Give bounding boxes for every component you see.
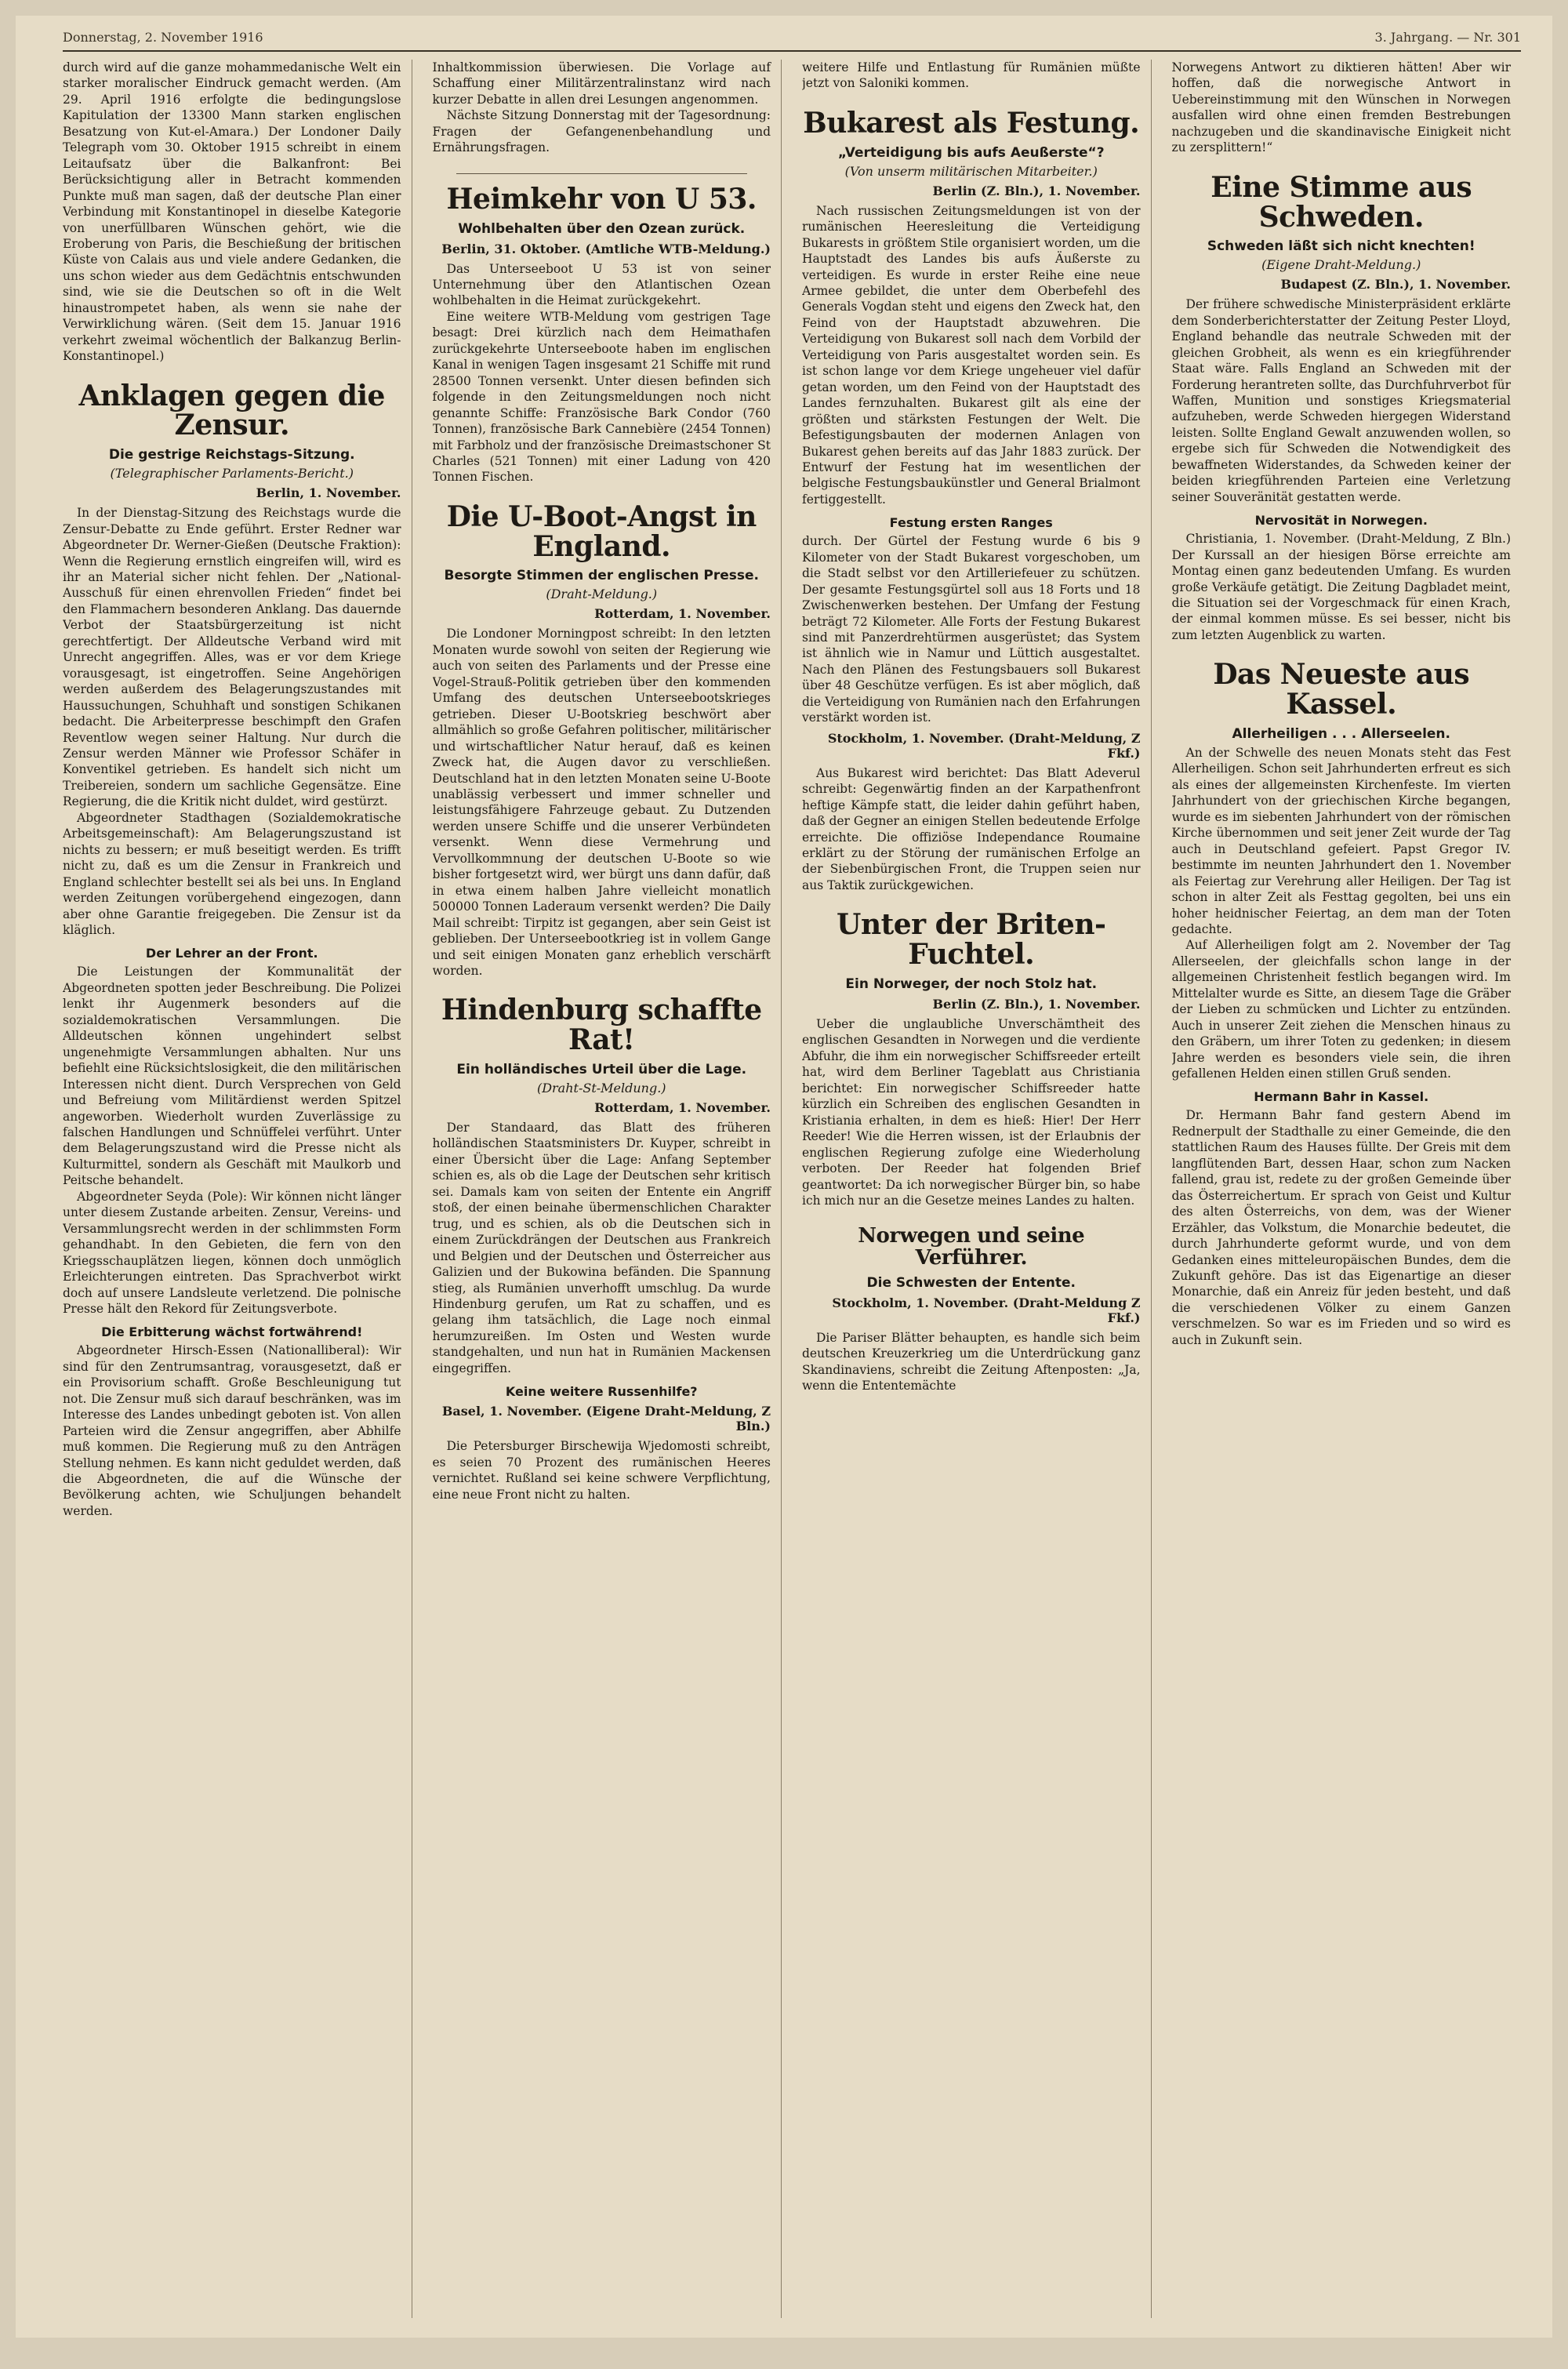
headline: Anklagen gegen die Zensur. bbox=[78, 379, 385, 442]
subhead: Die gestrige Reichstags-Sitzung. bbox=[108, 447, 355, 463]
article-briten-fuchtel bbox=[802, 910, 1141, 1208]
column-3 bbox=[802, 60, 1152, 2318]
article-kassel bbox=[1172, 660, 1512, 1348]
paragraph: Ueber die unglaubliche Unverschämtheit des englischen Gesandten in Norwegen und die verdiente Abfuhr, die ihm ein norwegischer Schiffsreeder erteilt hat, wird dem Berliner Tageblatt aus Christiania berichtet: Ein norwegischer Schiffsreeder hatte kürzlich ein Schreiben des englischen Gesandten in Kristiania erhalten, in dem es hieß: Hier! Der Herr Reeder! Wie die Herren wissen, ist der Erlaubnis der englischen Regierung zufolge eine Wiederholung verboten. Der Reeder hat folgenden Brief geantwortet: Da ich norwegischer Bürger bin, so habe ich mich nur an die Gesetze meines Landes zu halten. bbox=[802, 1016, 1141, 1208]
section-heading: Hermann Bahr in Kassel. bbox=[1254, 1089, 1429, 1105]
paragraph: Aus Bukarest wird berichtet: Das Blatt Adeverul schreibt: Gegenwärtig finden an der Karpathenfront heftige Kämpfe statt, die leider dahin geführt haben, daß der Gegner an einigen Stellen bedeutende Erfolge erreichte. Die offiziöse Independance Roumaine erklärt zu der Störung der rumänischen Erfolge an der Siebenbürgischen Front, die Truppen seien nur aus Taktik zurückgewichen. bbox=[802, 765, 1141, 892]
dateline: Stockholm, 1. November. (Draht-Meldung, Z Fkf.) bbox=[827, 730, 1141, 761]
dateline: Basel, 1. November. (Eigene Draht-Meldung, Z Bln.) bbox=[441, 1404, 771, 1434]
article-text: weitere Hilfe und Entlastung für Rumänien müßte jetzt von Saloniki kommen. bbox=[802, 60, 1141, 91]
paragraph: Nach russischen Zeitungsmeldungen ist von der rumänischen Heeresleitung die Verteidigung Bukarests in größtem Stile organisiert worden, um die Hauptstadt des Landes bis aufs Äußerste zu verteidigen. Es wurde in erster Reihe eine neue Armee gebildet, die unter dem Oberbefehl des Generals Vogdan steht und eigens den Zweck hat, den Feind von der Hauptstadt abzuwehren. Die Verteidigung von Bukarest soll nach dem Vorbild der Verteidigung von Paris ausgestaltet worden sein. Es ist schon lange vor dem Kriege ungeheuer viel dafür getan worden, um den Feind von der Hauptstadt des Landes fernzuhalten. Bukarest gilt als eine der größten und stärksten Festungen der Welt. Die Befestigungsbauten der modernen Anlagen von Bukarest gehen bereits auf das Jahr 1883 zurück. Der Entwurf der Festung hat im wesentlichen der belgische Festungsbaukünstler und General Brialmont fertiggestellt. bbox=[802, 203, 1141, 507]
section-heading: Der Lehrer an der Front. bbox=[145, 946, 318, 961]
headline: Unter der Briten-Fuchtel. bbox=[837, 908, 1106, 972]
paragraph: Der Standaard, das Blatt des früheren holländischen Staatsministers Dr. Kuyper, schreibt in einer Übersicht über die Lage: Anfang September schien es, als ob die Lage der Deutschen sehr kritisch sei. Damals kam von seiten der Entente ein Angriff stoß, der einen beinahe übermenschlichen Charakter trug, und es schien, als ob die Deutschen sich in einem Zurückdrängen der Deutschen aus Frankreich und Belgien und der Deutschen und Österreicher aus Galizien und der Bukowina befänden. Die Spannung stieg, als Rumänien unverhofft umschlug. Da wurde Hindenburg gerufen, um Rat zu schaffen, und es gelang ihm tatsächlich, die Lage noch einmal herumzureißen. Im Osten und Westen wurde standgehalten, und nun hat in Rumänien Mackensen eingegriffen. bbox=[432, 1121, 771, 1375]
headline: Die U-Boot-Angst in England. bbox=[446, 500, 757, 563]
paragraph: Der frühere schwedische Ministerpräsident erklärte dem Sonderberichterstatter der Zeitung Pester Lloyd, England behandle das neutrale Schweden mit der gleichen Grobheit, als wenn es ein kriegführender Staat wäre. Falls England an Schweden mit der Forderung herantreten sollte, das Durchfuhrverbot für Waffen, Munition und sonstiges Kriegsmaterial aufzuheben, werde Schweden hiergegen Widerstand leisten. Sollte England Gewalt anzuwenden wollen, so ergebe sich für Schweden die Notwendigkeit des bewaffneten Widerstandes, da Schweden keiner der beiden kriegführenden Parteien eine Verletzung seiner Souveränität gestatten werde. bbox=[1171, 297, 1511, 504]
paragraph: In der Dienstag-Sitzung des Reichstags wurde die Zensur-Debatte zu Ende geführt. Erster Redner war Abgeordneter Dr. Werner-Gießen (Deutsche Fraktion): Wenn die Regierung ernstlich eingreifen will, wird es ihr an Material sicher nicht fehlen. Der „National-Ausschuß für einen ehrenvollen Frieden“ findet bei den Flammachern besonderen Anklang. Das dauernde Verbot der Staatsbürgerzeitung ist nicht gerechtfertigt. Der Alldeutsche Verband wird mit Unrecht angegriffen. Alles, was er vor dem Kriege vorausgesagt, ist eingetroffen. Seine Angehörigen werden außerdem des Belagerungszustandes mit Haussuchungen, Schuhhaft und sonstigen Schikanen bedacht. Die Arbeiterpresse beschimpft den Grafen Reventlow wegen seiner Haltung. Nur durch die Zensur werden Männer wie Professor Schäfer in Konventikel getrieben. Es handelt sich nicht um Treibereien, sondern um sachliche Gegensätze. Eine Regierung, die die Kritik nicht duldet, wird gestürzt. bbox=[63, 506, 401, 809]
page-header bbox=[63, 27, 1521, 52]
header-date: Donnerstag, 2. November 1916 bbox=[63, 29, 263, 45]
subhead: Allerheiligen . . . Allerseelen. bbox=[1232, 725, 1450, 742]
subhead: Ein holländisches Urteil über die Lage. bbox=[456, 1062, 747, 1078]
article-text: Norwegens Antwort zu diktieren hätten! Aber wir hoffen, daß die norwegische Antwort in Uebereinstimmung mit den Wünschen in Norwegen ausfallen wird ohne einen fremden Bestrebungen nachzugeben und die skandinavische Einigkeit nicht zu zersplittern!“ bbox=[1171, 60, 1511, 155]
column-4 bbox=[1172, 60, 1522, 2318]
dateline: Berlin (Z. Bln.), 1. November. bbox=[932, 183, 1141, 198]
subhead: „Verteidigung bis aufs Aeußerste“? bbox=[837, 144, 1105, 161]
dateline: Berlin, 31. Oktober. (Amtliche WTB-Meldung.) bbox=[441, 241, 771, 256]
section-heading: Keine weitere Russenhilfe? bbox=[505, 1384, 698, 1400]
subhead: Die Schwesten der Entente. bbox=[866, 1275, 1076, 1291]
dateline: Berlin, 1. November. bbox=[256, 485, 401, 501]
credit: (Eigene Draht-Meldung.) bbox=[1261, 257, 1421, 273]
article-continuation-balkan bbox=[63, 60, 401, 365]
subhead: Besorgte Stimmen der englischen Presse. bbox=[444, 568, 759, 584]
paragraph: Nächste Sitzung Donnerstag mit der Tagesordnung: Fragen der Gefangenenbehandlung und Ernährungsfragen. bbox=[432, 108, 771, 155]
credit: (Telegraphischer Parlaments-Bericht.) bbox=[110, 466, 354, 481]
section-heading: Die Erbitterung wächst fortwährend! bbox=[101, 1324, 363, 1340]
headline: Heimkehr von U 53. bbox=[446, 182, 757, 216]
headline: Das Neueste aus Kassel. bbox=[1213, 658, 1470, 721]
credit: (Draht-Meldung.) bbox=[546, 587, 658, 602]
headline: Hindenburg schaffte Rat! bbox=[441, 994, 762, 1057]
credit: (Von unserm militärischen Mitarbeiter.) bbox=[844, 163, 1098, 179]
article-hindenburg bbox=[433, 996, 771, 1502]
headline: Eine Stimme aus Schweden. bbox=[1210, 170, 1472, 234]
paragraph: Christiania, 1. November. (Draht-Meldung, Z Bln.) Der Kurssall an der hiesigen Börse erreichte am Montag einen ganz bedeutenden Umfang. Es wurden große Verkäufe getätigt. Die Zeitung Dagbladet meint, die Situation sei der Vorgeschmack für einen Krach, der einmal kommen müsse. Es sei besser, nicht bis zum letzten Augenblick zu warten. bbox=[1171, 532, 1511, 642]
paragraph: Auf Allerheiligen folgt am 2. November der Tag Allerseelen, der gleichfalls schon lange in der allgemeinen Christenheit festlich begangen wird. Im Mittelalter wurde es Sitte, an diesem Tage die Gräber der Lieben zu schmücken und Lichter zu entzünden. Auch in unserer Zeit ziehen die Menschen hinaus zu den Gräbern, um ihrer Toten zu gedenken; in diesem Jahre werden es besonders viele sein, die ihren gefallenen Helden einen stillen Gruß senden. bbox=[1171, 938, 1511, 1081]
article-zensur bbox=[63, 379, 401, 1520]
headline: Norwegen und seine Verführer. bbox=[858, 1224, 1085, 1270]
article-norwegen bbox=[802, 1226, 1141, 1393]
dateline: Rotterdam, 1. November. bbox=[594, 606, 771, 622]
article-bukarest bbox=[802, 106, 1141, 893]
subhead: Wohlbehalten über den Ozean zurück. bbox=[458, 220, 746, 237]
column-2 bbox=[433, 60, 782, 2318]
paragraph: Abgeordneter Seyda (Pole): Wir können nicht länger unter diesem Zustande arbeiten. Zensur, Vereins- und Versammlungsrecht werden in der schlimmsten Form gehandhabt. In den Gebieten, die fern von den Kriegsschauplätzen liegen, können doch unmöglich Erleichterungen eintreten. Das Sprachverbot wirkt doch auf unsere Landsleute verletzend. Die polnische Presse hält den Rekord für Zeitungsverbote. bbox=[63, 1189, 401, 1316]
article-u53 bbox=[432, 182, 771, 485]
article-continuation bbox=[433, 60, 771, 156]
newspaper-page bbox=[16, 16, 1552, 2338]
section-heading: Festung ersten Ranges bbox=[889, 515, 1053, 531]
headline: Bukarest als Festung. bbox=[803, 106, 1140, 140]
paragraph: Die Leistungen der Kommunalität der Abgeordneten spotten jeder Beschreibung. Die Polizei lenkt ihr Augenmerk besonders auf die sozialdemokratischen Versammlungen. Die Alldeutschen können ungehindert selbst ungenehmigte Versammlungen abhalten. Nur uns befiehlt eine Rücksichtslosigkeit, die den militärischen Interessen nicht dient. Durch Versprechen von Geld und Befreiung vom Militärdienst werden Spitzel angeworben. Wiederholt wurden Zuverlässige zu falschen Handlungen und Schnüffelei verführt. Unter dem Belagerungszustand wird die Presse nicht als Kulturmittel, sondern als Geschäft mit Maulkorb und Peitsche behandelt. bbox=[63, 965, 401, 1188]
paragraph: Die Petersburger Birschewija Wjedomosti schreibt, es seien 70 Prozent des rumänischen Heeres vernichtet. Rußland sei keine schwere Verpflichtung, eine neue Front nicht zu halten. bbox=[432, 1439, 771, 1502]
article-schweden bbox=[1171, 170, 1512, 644]
article-uboot-angst bbox=[432, 500, 771, 979]
dateline: Rotterdam, 1. November. bbox=[594, 1100, 771, 1116]
paragraph: Das Unterseeboot U 53 ist von seiner Unternehmung über den Atlantischen Ozean wohlbehalten in die Heimat zurückgekehrt. bbox=[432, 261, 771, 308]
paragraph: durch. Der Gürtel der Festung wurde 6 bis 9 Kilometer von der Stadt Bukarest vorgeschoben, um die Stadt selbst vor den Artilleriefeuer zu schützen. Der gesamte Festungsgürtel soll aus 18 Forts und 18 Zwischenwerken bestehen. Der Umfang der Festung beträgt 72 Kilometer. Alle Forts der Festung Bukarest sind mit Panzerdrehtürmen ausgerüstet; das System ist ähnlich wie in Namur und Lüttich ausgestaltet. Nach den Plänen des Festungsbauers soll Bukarest über 48 Geschütze verfügen. Es ist aber möglich, daß die Verteidigung von Rumänien nach den Erfahrungen verstärkt worden ist. bbox=[802, 534, 1141, 725]
article-continuation bbox=[802, 60, 1141, 92]
section-heading: Nervosität in Norwegen. bbox=[1254, 513, 1428, 529]
paragraph: Eine weitere WTB-Meldung vom gestrigen Tage besagt: Drei kürzlich nach dem Heimathafen zurückgekehrte Unterseeboote haben im englischen Kanal in wenigen Tagen insgesamt 21 Schiffe mit rund 28500 Tonnen versenkt. Unter diesen befinden sich folgende in den Zeitungsmeldungen noch nicht genannte Schiffe: Französische Bark Condor (760 Tonnen), französische Bark Cannebière (2454 Tonnen) mit Farbholz und der französische Dreimastschoner St Charles (521 Tonnen) mit einer Ladung von 420 Tonnen Fischen. bbox=[432, 309, 771, 485]
paragraph: Abgeordneter Hirsch-Essen (Nationalliberal): Wir sind für den Zentrumsantrag, vorausgesetzt, daß er ein Provisorium schafft. Große Beschleunigung tut not. Die Zensur muß sich darauf beschränken, was im Interesse des Landes unbedingt geboten ist. Von allen Parteien wird die Zensur angegriffen, aber Abhilfe muß kommen. Die Regierung muß zu den Anträgen Stellung nehmen. Es kann nicht geduldet werden, daß die Abgeordneten, die auf die Wünsche der Bevölkerung achten, wie Schuljungen behandelt werden. bbox=[63, 1343, 401, 1518]
column-1 bbox=[63, 60, 412, 2318]
article-continuation bbox=[1172, 60, 1512, 156]
header-issue: 3. Jahrgang. — Nr. 301 bbox=[1374, 29, 1521, 45]
paragraph: Dr. Hermann Bahr fand gestern Abend im Rednerpult der Stadthalle zu einer Gemeinde, die den stattlichen Raum des Hauses füllte. Der Greis mit dem langflütenden Bart, dessen Haar, schon zum Nacken fallend, grau ist, redete zu der großen Gemeinde über das Österreichertum. Er sprach von Geist und Kultur des alten Österreichs, von dem, was der Wiener Erzähler, das Volkstum, die Monarchie bedeutet, die durch Jahrhunderte geformt wurde, und von dem Gedanken eines mitteleuropäischen Bundes, dem die Zukunft gehöre. Das ist das Eigenartige an dieser Monarchie, daß ein Anreiz für jeden besteht, und daß die verschiedenen Völker zu einem Ganzen verschmelzen. So war es im Frieden und so wird es auch in Zukunft sein. bbox=[1171, 1108, 1511, 1347]
article-text: durch wird auf die ganze mohammedanische Welt ein starker moralischer Eindruck gemacht werden. (Am 29. April 1916 erfolgte die bedingungslose Kapitulation der 13300 Mann starken englischen Besatzung von Kut-el-Amara.) Der Londoner Daily Telegraph vom 30. Oktober 1915 schreibt in einem Leitaufsatz über die Balkanfront: Bei Berücksichtigung aller in Betracht kommenden Punkte muß man sagen, daß der deutsche Plan einer Verbindung mit Konstantinopel in dieselbe Kategorie von unerfüllbaren Wünschen gehört, wie die Eroberung von Paris, die Beschießung der britischen Küste von Calais aus und viele andere Gedanken, die uns schon wieder aus dem Gedächtnis entschwunden sind, wie sie die Deutschen so oft in die Welt hinaustrompetet haben, als wenn sie nahe der Verwirklichung wären. (Seit dem 15. Januar 1916 verkehrt zweimal wöchentlich der Balkanzug Berlin-Konstantinopel.) bbox=[63, 60, 401, 364]
subhead: Ein Norweger, der noch Stolz hat. bbox=[845, 976, 1098, 992]
dateline: Berlin (Z. Bln.), 1. November. bbox=[932, 996, 1141, 1012]
columns bbox=[63, 60, 1521, 2318]
paragraph: Abgeordneter Stadthagen (Sozialdemokratische Arbeitsgemeinschaft): Am Belagerungszustand ist nichts zu bessern; er muß beseitigt werden. Es trifft nicht zu, daß es um die Zensur in Frankreich und England schlechter bestellt sei als bei uns. In England werden Zeitungen vorübergehend eingezogen, dann aber ohne Garantie freigegeben. Die Zensur ist da kläglich. bbox=[63, 810, 401, 937]
dateline: Budapest (Z. Bln.), 1. November. bbox=[1280, 277, 1511, 292]
dateline: Stockholm, 1. November. (Draht-Meldung Z Fkf.) bbox=[832, 1295, 1141, 1325]
paragraph: Die Londoner Morningpost schreibt: In den letzten Monaten wurde sowohl von seiten der Regierung wie auch von seiten des Parlaments und der Presse eine Vogel-Strauß-Politik getrieben über den kommenden Umfang des deutschen Unterseebootskrieges getrieben. Dieser U-Bootskrieg beschwört aber allmählich so große Gefahren politischer, militärischer und wirtschaftlicher Natur herauf, daß es keinen Zweck hat, die Augen davor zu verschließen. Deutschland hat in den letzten Monaten seine U-Boote unablässig verbessert und immer schneller und leistungsfähigere Fahrzeuge gebaut. Zu Dutzenden werden unsere Schiffe und die unserer Verbündeten versenkt. Wenn diese Vermehrung und Vervollkommnung der deutschen U-Boote so wie bisher fortgesetzt wird, wer bürgt uns dann dafür, daß in etwa einem halben Jahre vielleicht monatlich 500000 Tonnen Laderaum versenkt werden? Die Daily Mail schreibt: Tirpitz ist gegangen, aber sein Geist ist geblieben. Der Unterseebootkrieg ist in vollem Gange und seit einigen Monaten ganz erheblich verschärft worden. bbox=[432, 627, 771, 978]
paragraph: Die Pariser Blätter behaupten, es handle sich beim deutschen Kreuzerkrieg um die Unterdrückung ganz Skandinaviens, schreibt die Zeitung Aftenposten: „Ja, wenn die Ententemächte bbox=[802, 1331, 1141, 1393]
subhead: Schweden läßt sich nicht knechten! bbox=[1207, 238, 1475, 255]
credit: (Draht-St-Meldung.) bbox=[536, 1081, 666, 1096]
article-text: Inhaltkommission überwiesen. Die Vorlage auf Schaffung einer Militärzentralinstanz wird nach kurzer Debatte in allen drei Lesungen angenommen. bbox=[432, 60, 771, 107]
divider bbox=[456, 173, 748, 174]
paragraph: An der Schwelle des neuen Monats steht das Fest Allerheiligen. Schon seit Jahrhunderten erfreut es sich als eines der allgemeinsten Kirchenfeste. Im vierten Jahrhundert von der griechischen Kirche begangen, wurde es im siebenten Jahrhundert von der römischen Kirche übernommen und seit jener Zeit wurde der Tag auch in Deutschland gefeiert. Papst Gregor IV. bestimmte im neunten Jahrhundert den 1. November als Feiertag zur Verehrung aller Heiligen. Der Tag ist schon in alter Zeit als Festtag gegolten, bei uns ein hoher heidnischer Feiertag, an dem man der Toten gedachte. bbox=[1171, 745, 1511, 936]
